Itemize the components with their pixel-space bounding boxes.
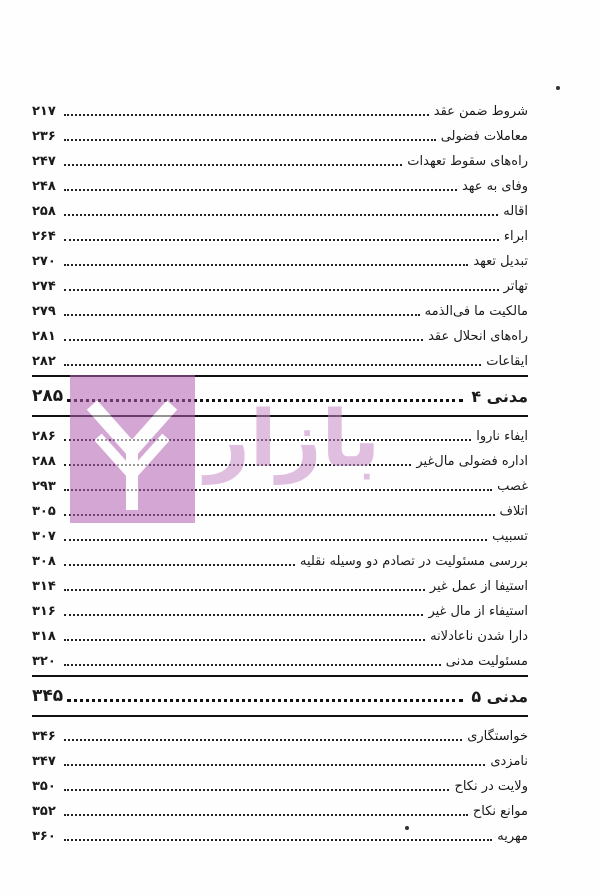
toc-row <box>32 821 528 846</box>
toc-entry-page: ۲۸۶ <box>32 429 56 444</box>
toc-entry-title: غصب <box>497 479 528 494</box>
leader-dots <box>64 788 449 791</box>
toc-entry-title: خواستگاری <box>467 729 528 744</box>
leader-dots <box>64 763 485 766</box>
toc-row <box>32 321 528 346</box>
toc-entry-title: استیفا از عمل غیر <box>429 579 528 594</box>
toc-entry-title: مهریه <box>497 829 528 844</box>
toc-entry-page: ۳۰۵ <box>32 504 56 519</box>
toc-entry-title: ابراء <box>503 229 528 244</box>
toc-row <box>32 246 528 271</box>
toc-entry-page: ۳۵۰ <box>32 779 56 794</box>
toc-entry-title: مالکیت ما فی‌الذمه <box>424 304 528 319</box>
watermark-text: بازار <box>205 395 381 485</box>
leader-dots <box>67 398 463 402</box>
leader-dots <box>67 698 463 702</box>
toc-row <box>32 796 528 821</box>
section-heading-4 <box>32 375 528 417</box>
toc-group-1 <box>32 96 528 371</box>
toc-entry-page: ۲۴۷ <box>32 154 56 169</box>
toc-entry-title: اداره فضولی مال‌غیر <box>416 454 528 469</box>
toc-entry-page: ۲۸۲ <box>32 354 56 369</box>
toc-entry-page: ۲۸۸ <box>32 454 56 469</box>
toc-row <box>32 471 528 496</box>
toc-row <box>32 646 528 671</box>
section-page: ۳۴۵ <box>32 686 64 706</box>
page-speck <box>405 826 409 830</box>
toc-entry-page: ۲۳۶ <box>32 129 56 144</box>
toc-row <box>32 296 528 321</box>
section-title: مدنی ۴ <box>471 386 528 406</box>
toc-row <box>32 621 528 646</box>
section-heading-5 <box>32 675 528 717</box>
toc-entry-title: معاملات فضولی <box>440 129 528 144</box>
toc-row <box>32 421 528 446</box>
toc-group-3 <box>32 721 528 846</box>
toc-entry-page: ۲۴۸ <box>32 179 56 194</box>
toc-row <box>32 721 528 746</box>
toc-row <box>32 346 528 371</box>
toc-entry-title: تسبیب <box>492 529 528 544</box>
toc-row <box>32 571 528 596</box>
leader-dots <box>64 113 429 116</box>
leader-dots <box>64 263 468 266</box>
toc-row <box>32 121 528 146</box>
toc-entry-title: راه‌های انحلال عقد <box>428 329 528 344</box>
toc-entry-page: ۲۷۹ <box>32 304 56 319</box>
toc-entry-page: ۲۵۸ <box>32 204 56 219</box>
toc-entry-title: نامزدی <box>490 754 528 769</box>
toc-entry-page: ۳۰۷ <box>32 529 56 544</box>
toc-entry-title: وفای به عهد <box>461 179 528 194</box>
table-of-contents <box>32 96 528 846</box>
section-page: ۲۸۵ <box>32 386 64 406</box>
toc-entry-title: اتلاف <box>499 504 528 519</box>
toc-entry-title: شروط ضمن عقد <box>433 104 528 119</box>
toc-entry-title: موانع نکاح <box>472 804 528 819</box>
leader-dots <box>64 588 425 591</box>
leader-dots <box>64 613 423 616</box>
toc-entry-title: ولایت در نکاح <box>454 779 528 794</box>
toc-entry-page: ۲۱۷ <box>32 104 56 119</box>
toc-row <box>32 271 528 296</box>
toc-entry-page: ۳۱۶ <box>32 604 56 619</box>
leader-dots <box>64 638 425 641</box>
toc-entry-title: استیفاء از مال غیر <box>428 604 528 619</box>
leader-dots <box>64 663 441 666</box>
toc-entry-page: ۲۷۰ <box>32 254 56 269</box>
leader-dots <box>64 513 495 516</box>
toc-row <box>32 746 528 771</box>
toc-entry-page: ۳۱۸ <box>32 629 56 644</box>
toc-row <box>32 221 528 246</box>
toc-entry-page: ۲۶۴ <box>32 229 56 244</box>
toc-entry-title: اقاله <box>503 204 528 219</box>
leader-dots <box>64 138 436 141</box>
toc-entry-page: ۳۴۷ <box>32 754 56 769</box>
toc-entry-page: ۳۰۸ <box>32 554 56 569</box>
toc-group-2 <box>32 421 528 671</box>
toc-entry-title: تهاتر <box>503 279 528 294</box>
toc-row <box>32 146 528 171</box>
toc-entry-title: ایفاء ناروا <box>476 429 528 444</box>
leader-dots <box>64 338 423 341</box>
leader-dots <box>64 188 457 191</box>
toc-entry-page: ۲۷۴ <box>32 279 56 294</box>
toc-entry-page: ۲۸۱ <box>32 329 56 344</box>
toc-row <box>32 171 528 196</box>
toc-entry-page: ۳۵۲ <box>32 804 56 819</box>
toc-row <box>32 496 528 521</box>
toc-row <box>32 546 528 571</box>
leader-dots <box>64 463 411 466</box>
leader-dots <box>64 488 492 491</box>
toc-entry-title: بررسی مسئولیت در تصادم دو وسیله نقلیه <box>299 554 528 569</box>
leader-dots <box>64 238 499 241</box>
toc-entry-title: تبدیل تعهد <box>473 254 528 269</box>
toc-entry-title: راه‌های سقوط تعهدات <box>407 154 528 169</box>
toc-row <box>32 596 528 621</box>
toc-entry-title: دارا شدن ناعادلانه <box>430 629 528 644</box>
toc-row <box>32 771 528 796</box>
leader-dots <box>64 838 492 841</box>
page-speck <box>556 86 560 90</box>
leader-dots <box>64 288 499 291</box>
leader-dots <box>64 738 462 741</box>
leader-dots <box>64 438 471 441</box>
section-title: مدنی ۵ <box>471 686 528 706</box>
toc-row <box>32 521 528 546</box>
toc-entry-page: ۲۹۳ <box>32 479 56 494</box>
toc-entry-page: ۳۶۰ <box>32 829 56 844</box>
leader-dots <box>64 363 481 366</box>
leader-dots <box>64 538 487 541</box>
leader-dots <box>64 163 402 166</box>
toc-entry-title: ایقاعات <box>486 354 528 369</box>
toc-entry-page: ۳۲۰ <box>32 654 56 669</box>
toc-row <box>32 196 528 221</box>
leader-dots <box>64 313 420 316</box>
toc-entry-page: ۳۱۴ <box>32 579 56 594</box>
toc-row <box>32 96 528 121</box>
leader-dots <box>64 813 468 816</box>
toc-row <box>32 446 528 471</box>
toc-entry-title: مسئولیت مدنی <box>445 654 528 669</box>
toc-entry-page: ۳۴۶ <box>32 729 56 744</box>
leader-dots <box>64 563 295 566</box>
leader-dots <box>64 213 498 216</box>
